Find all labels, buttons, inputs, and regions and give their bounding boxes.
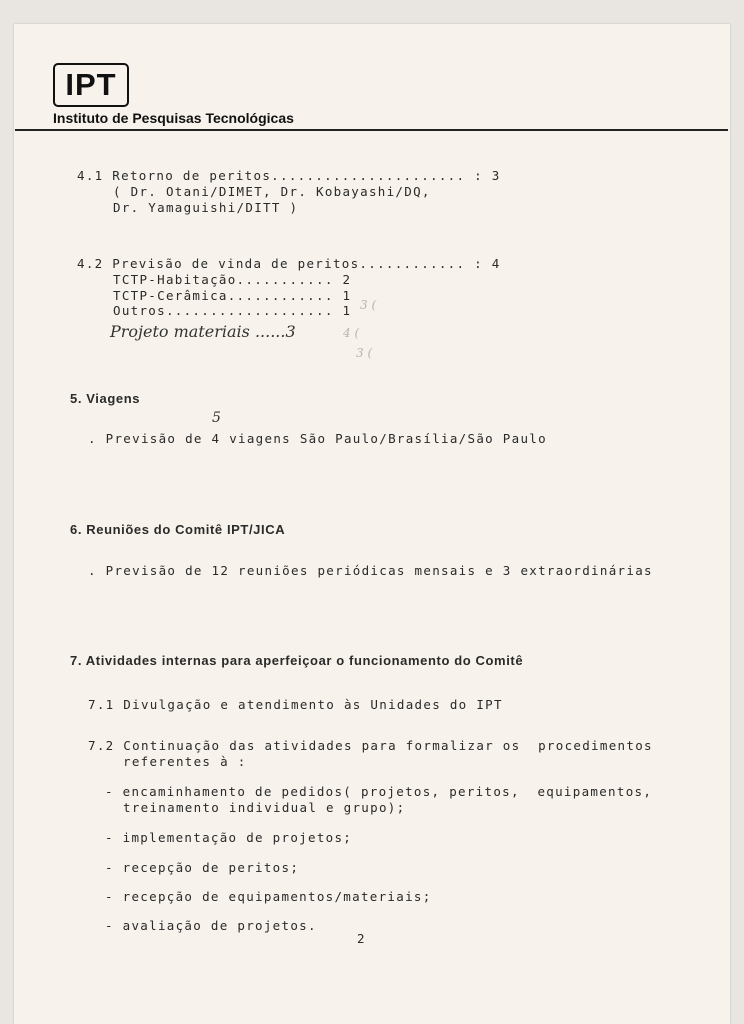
s42-hab: TCTP-Habitação........... 2 — [113, 272, 352, 287]
header-divider — [15, 129, 728, 131]
handwritten-projeto: Projeto materiais ......3 — [110, 322, 296, 341]
handwritten-5: 5 — [212, 410, 221, 426]
s41-line3: Dr. Yamaguishi/DITT ) — [113, 200, 299, 215]
s6-title: 6. Reuniões do Comitê IPT/JICA — [70, 522, 286, 537]
s7-title: 7. Atividades internas para aperfeiçoar o funcionamento do Comitê — [70, 653, 524, 668]
s6-line: . Previsão de 12 reuniões periódicas mensais e 3 extraordinárias — [88, 563, 653, 578]
s72-line1: 7.2 Continuação das atividades para formalizar os procedimentos — [88, 738, 653, 753]
s41-line2: ( Dr. Otani/DIMET, Dr. Kobayashi/DQ, — [113, 184, 431, 199]
list-item: - implementação de projetos; — [105, 830, 353, 845]
list-item: - recepção de equipamentos/materiais; — [105, 889, 432, 904]
ipt-logo: IPT — [53, 63, 129, 107]
s5-line: . Previsão de 4 viagens São Paulo/Brasília/São Paulo — [88, 431, 547, 446]
s72-line2: referentes à : — [123, 754, 247, 769]
institute-name: Instituto de Pesquisas Tecnológicas — [53, 110, 294, 126]
list-item: - recepção de peritos; — [105, 860, 300, 875]
list-item: - avaliação de projetos. — [105, 918, 317, 933]
s42-line1: 4.2 Previsão de vinda de peritos............ : 4 — [77, 256, 501, 271]
s71: 7.1 Divulgação e atendimento às Unidades do IPT — [88, 697, 503, 712]
handwritten-note-3: 3 ( — [356, 346, 373, 360]
s42-cer: TCTP-Cerâmica............ 1 — [113, 288, 352, 303]
list-item: - encaminhamento de pedidos( projetos, peritos, equipamentos, — [105, 784, 653, 799]
s42-outros: Outros................... 1 — [113, 303, 352, 318]
list-item-cont: treinamento individual e grupo); — [123, 800, 406, 815]
page-number: 2 — [357, 931, 366, 946]
handwritten-note-4: 4 ( — [343, 326, 360, 340]
s5-title: 5. Viagens — [70, 391, 141, 406]
s41-line1: 4.1 Retorno de peritos...................... : 3 — [77, 168, 501, 183]
handwritten-note-outros: 3 ( — [360, 298, 377, 312]
